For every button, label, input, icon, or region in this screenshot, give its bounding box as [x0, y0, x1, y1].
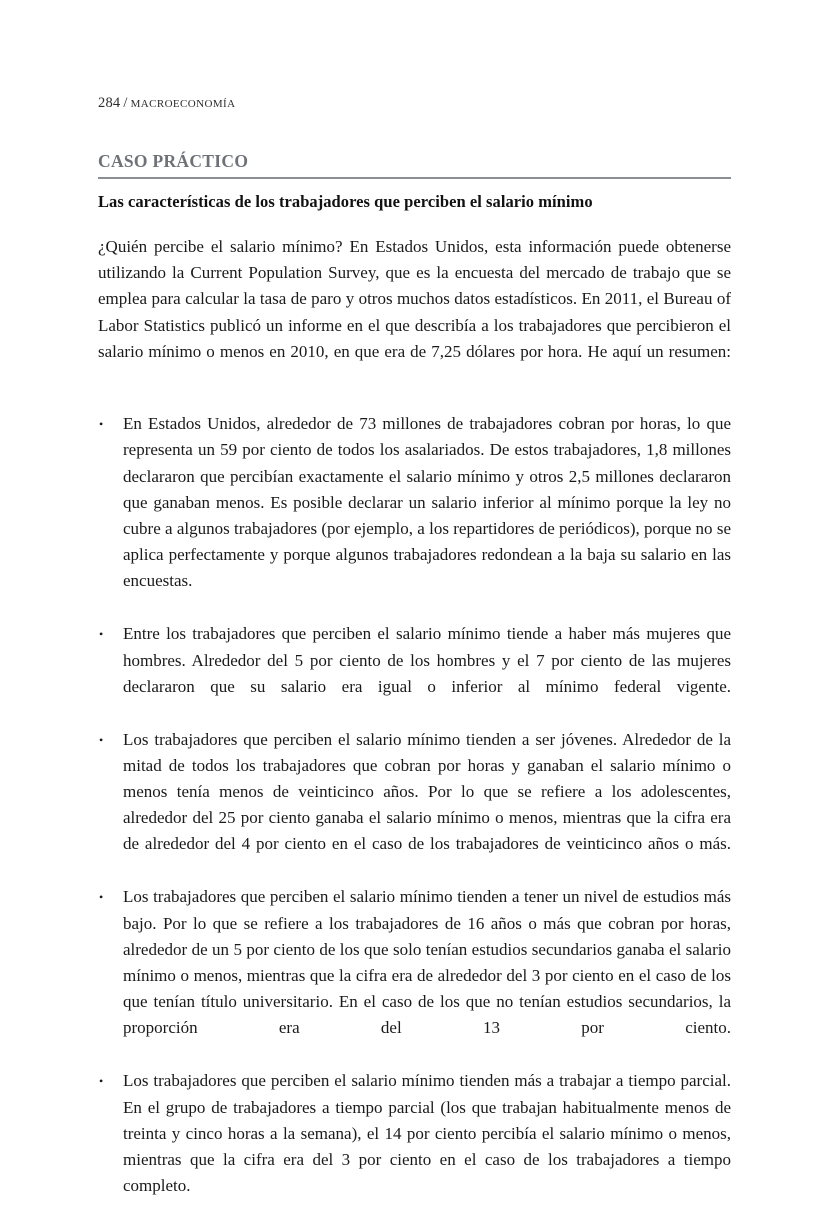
list-item-text: Los trabajadores que perciben el salario mínimo tienden a tener un nivel de estudios más bajo. Por lo que se refiere a los trabajadores de 16 años o más que cobran por horas, alrededor de un 5 por ciento de los que solo tenían estudios secundarios ganaba el salario mínimo o menos, mientras que la cifra era de alrededor del 3 por ciento en el caso de los que tenían título universitario. En el caso de los que no tenían estudios secundarios, la proporción era del 13 por ciento.	[123, 887, 731, 1038]
list-item-text: Los trabajadores que perciben el salario mínimo tienden a ser jóvenes. Alrededor de la mitad de todos los trabajadores que cobran por horas y ganaban el salario mínimo o menos tenía menos de veinticinco años. Por lo que se refiere a los adolescentes, alrededor del 25 por ciento ganaba el salario mínimo o menos, mientras que la cifra era de alrededor del 4 por ciento en el caso de los trabajadores de veinticinco años o más.	[123, 729, 731, 854]
bullet-marker-icon: •	[99, 627, 104, 642]
intro-paragraph: ¿Quién percibe el salario mínimo? En Estados Unidos, esta información puede obtenerse utilizando la Current Population Survey, que es la encuesta del mercado de trabajo que se emplea para calcular la tasa de paro y otros muchos datos estadísticos. En 2011, el Bureau of Labor Statistics publicó un informe en el que describía a los trabajadores que percibieron el salario mínimo o menos en 2010, en que era de 7,25 dólares por hora. He aquí un resumen:	[98, 237, 731, 361]
list-item-text: En Estados Unidos, alrededor de 73 millones de trabajadores cobran por horas, lo que representa un 59 por ciento de todos los asalariados. De estos trabajadores, 1,8 millones declararon que percibían exactamente el salario mínimo y otros 2,5 millones declararon que ganaban menos. Es posible declarar un salario inferior al mínimo porque la ley no cubre a algunos trabajadores (por ejemplo, a los repartidores de periódicos), porque no se aplica perfectamente y porque algunos trabajadores redondean a la baja su salario en las encuestas.	[123, 414, 731, 591]
bullet-list	[98, 411, 731, 1225]
case-study-section-label: CASO PRÁCTICO	[98, 151, 249, 171]
book-title: macroeconomía	[130, 94, 236, 111]
running-head-separator: /	[123, 95, 128, 111]
running-head	[98, 94, 731, 112]
list-item	[98, 621, 731, 726]
list-item	[98, 727, 731, 884]
list-item-text: Los trabajadores que perciben el salario mínimo tienden más a trabajar a tiempo parcial. En el grupo de trabajadores a tiempo parcial (los que trabajan habitualmente menos de treinta y cinco horas a la semana), el 14 por ciento percibía el salario mínimo o menos, mientras que la cifra era del 3 por ciento en el caso de los trabajadores a tiempo completo.	[123, 1071, 731, 1196]
list-item	[98, 884, 731, 1067]
case-study-subtitle: Las características de los trabajadores que perciben el salario mínimo	[98, 192, 593, 211]
list-item	[98, 1068, 731, 1225]
bullet-marker-icon: •	[99, 732, 104, 747]
page-number: 284	[98, 95, 121, 111]
bullet-marker-icon: •	[99, 890, 104, 905]
list-item	[98, 411, 731, 621]
bullet-marker-icon: •	[99, 1074, 104, 1089]
list-item-text: Entre los trabajadores que perciben el salario mínimo tiende a haber más mujeres que hombres. Alrededor del 5 por ciento de los hombres y el 7 por ciento de las mujeres declararon que su salario era igual o inferior al mínimo federal vigente.	[123, 624, 731, 696]
section-divider	[98, 177, 731, 179]
bullet-marker-icon: •	[99, 417, 104, 432]
